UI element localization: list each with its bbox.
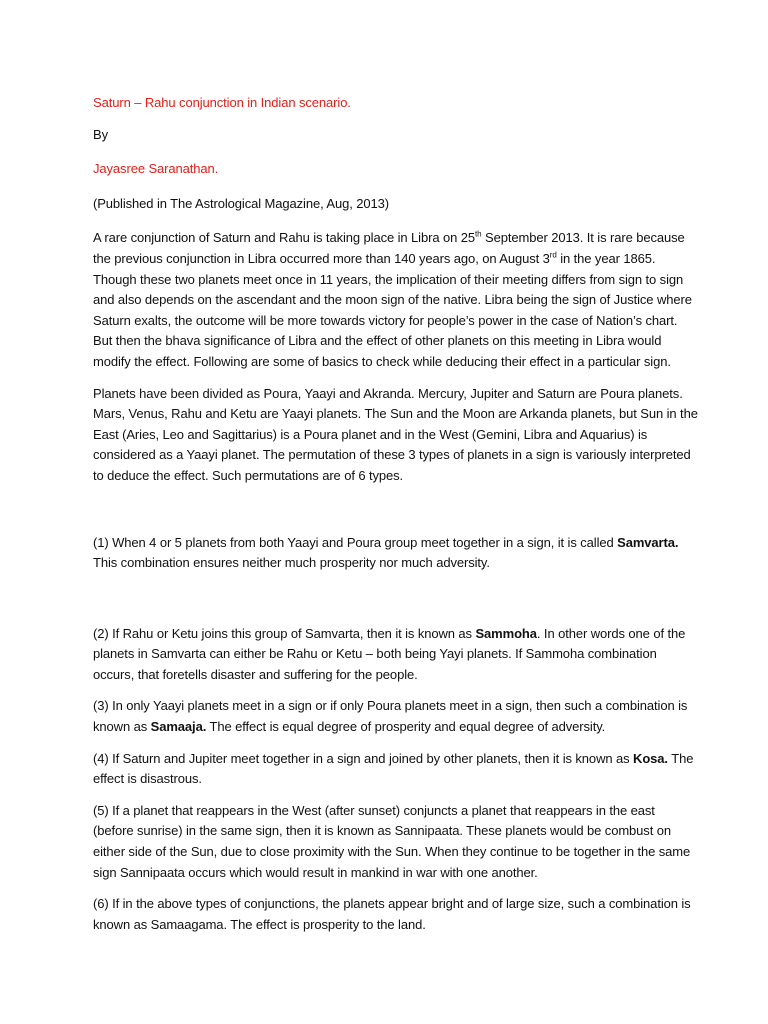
- item-2-text: (2) If Rahu or Ketu joins this group of Samvarta, then it is known as: [93, 625, 476, 641]
- intro-text-3: in the year 1865. Though these two planets meet once in 11 years, the implication of their meeting differs from sign to sign and also depends on the ascendant and the moon sign of the native. Libra being the sign of Justice where Saturn exalts, the outcome will be more towards victory for people’s power in the case of Nation’s chart. But then the bhava significance of Libra and the effect of other planets on this meeting in Libra would modify the effect. Following are some of basics to check while deducing their effect in a particular sign.: [93, 250, 692, 369]
- item-1-term: Samvarta.: [617, 534, 679, 550]
- item-4-text-end: The effect is disastrous.: [93, 750, 694, 787]
- item-3-term: Samaaja.: [150, 719, 207, 735]
- item-6: (6) If in the above types of conjunctions, the planets appear bright and of large size, such a combination is known as Samaagama. The effect is prosperity to the land.: [93, 896, 691, 932]
- item-1: [93, 533, 698, 574]
- intro-text-2: September 2013. It is rare because the previous conjunction in Libra occurred more than 140 years ago, on August 3: [93, 230, 685, 266]
- author-name: Jayasree Saranathan.: [93, 161, 219, 177]
- item-2-text-end: . In other words one of the planets in Samvarta can either be Rahu or Ketu – both being Yayi planets. If Sammoha combination occurs, that foretells disaster and suffering for the people.: [93, 625, 686, 682]
- item-1-text-end: This combination ensures neither much prosperity nor much adversity.: [93, 555, 490, 571]
- item-4-term: Kosa.: [633, 750, 668, 766]
- intro-sup-1: th: [475, 230, 482, 240]
- publication-note: (Published in The Astrological Magazine, Aug, 2013): [93, 195, 390, 211]
- article-title: Saturn – Rahu conjunction in Indian scenario.: [93, 95, 351, 110]
- intro-text-1: A rare conjunction of Saturn and Rahu is taking place in Libra on 25: [93, 230, 476, 246]
- item-3: [93, 696, 698, 737]
- planets-paragraph: Planets have been divided as Poura, Yaayi and Akranda. Mercury, Jupiter and Saturn are Poura planets. Mars, Venus, Rahu and Ketu are Yaayi planets. The Sun and the Moon are Arkanda planets, but Sun in the East (Aries, Leo and Sagittarius) is a Poura planet and in the West (Gemini, Libra and Aquarius) is considered as a Yaayi planet. The permutation of these 3 types of planets in a sign is variously interpreted to deduce the effect. Such permutations are of 6 types.: [93, 385, 698, 483]
- item-4: [93, 749, 698, 790]
- intro-paragraph: [93, 228, 698, 372]
- item-2-term: Sammoha: [475, 625, 537, 641]
- intro-sup-2: rd: [549, 250, 557, 260]
- item-3-text-end: The effect is equal degree of prosperity and equal degree of adversity.: [206, 719, 606, 735]
- item-3-text: (3) In only Yaayi planets meet in a sign or if only Poura planets meet in a sign, then such a combination is known as: [93, 698, 688, 735]
- byline-label: By: [93, 126, 108, 142]
- item-2: [93, 624, 698, 686]
- item-1-text: (1) When 4 or 5 planets from both Yaayi and Poura group meet together in a sign, it is called: [93, 534, 618, 550]
- item-4-text: (4) If Saturn and Jupiter meet together in a sign and joined by other planets, then it is known as: [93, 750, 634, 766]
- item-5: (5) If a planet that reappears in the West (after sunset) conjuncts a planet that reappears in the east (before sunrise) in the same sign, then it is known as Sannipaata. These planets would be combust on either side of the Sun, due to close proximity with the Sun. When they continue to be together in the same sign Sannipaata occurs which would result in mankind in war with one another.: [93, 802, 691, 880]
